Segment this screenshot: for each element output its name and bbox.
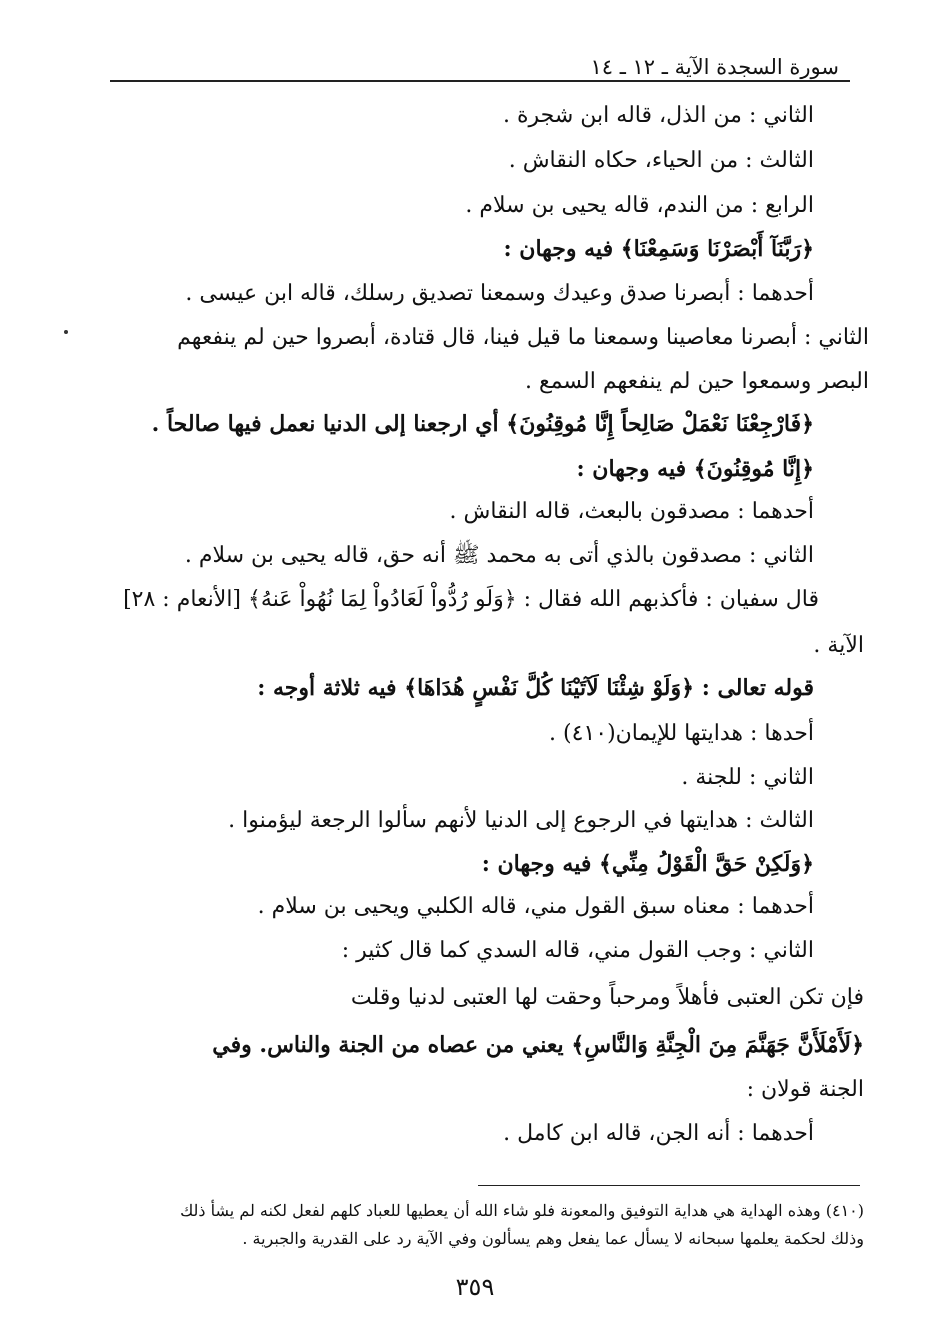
text-line: الثالث : من الحياء، حكاه النقاش . (508, 148, 814, 173)
text-line: أحدهما : أنه الجن، قاله ابن كامل . (503, 1121, 814, 1146)
text-line: الثاني : للجنة . (681, 765, 814, 790)
verse-line: ﴿إِنَّا مُوقِنُونَ﴾ فيه وجهان : (576, 456, 814, 482)
text-line: الآية . (813, 633, 864, 658)
text-line: قال سفيان : فأكذبهم الله فقال : ﴿وَلَو رُدُّواْ لَعَادُواْ لِمَا نُهُواْ عَنهُ﴾ [الأنعام : ٢٨] (123, 587, 819, 612)
text-line: الثالث : هدايتها في الرجوع إلى الدنيا لأنهم سألوا الرجعة ليؤمنوا . (228, 808, 814, 833)
footnote-line: وذلك لحكمة يعلمها سبحانه لا يسأل عما يفعل وهم يسألون وفي الآية رد على القدرية والجبرية . (242, 1229, 864, 1248)
verse-line: ﴿وَلَكِنْ حَقَّ الْقَوْلُ مِنِّي﴾ فيه وجهان : (481, 851, 814, 877)
verse-line: ﴿فَارْجِعْنَا نَعْمَلْ صَالِحاً إِنَّا مُوقِنُونَ﴾ أي ارجعنا إلى الدنيا نعمل فيها صالحاً . (151, 411, 814, 437)
text-line: الثاني : مصدقون بالذي أتى به محمد ﷺ أنه حق، قاله يحيى بن سلام . (184, 543, 814, 568)
text-line: الثاني : أبصرنا معاصينا وسمعنا ما قيل فينا، قال قتادة، أبصروا حين لم ينفعهم (177, 325, 869, 350)
text-line: البصر وسمعوا حين لم ينفعهم السمع . (525, 369, 869, 394)
text-line: أحدهما : أبصرنا صدق وعيدك وسمعنا تصديق رسلك، قاله ابن عيسى . (185, 281, 814, 306)
text-line: الجنة قولان : (746, 1077, 864, 1102)
text-line: أحدهما : معناه سبق القول مني، قاله الكلبي ويحيى بن سلام . (257, 894, 814, 919)
text-line: الرابع : من الندم، قاله يحيى بن سلام . (465, 193, 814, 218)
header-rule (110, 80, 850, 82)
footnote-rule (478, 1185, 860, 1186)
running-header: سورة السجدة الآية ـ ١٢ ـ ١٤ (590, 55, 839, 79)
verse-line: ﴿رَبَّنَآ أَبْصَرْنَا وَسَمِعْنَا﴾ فيه وجهان : (503, 236, 814, 262)
text-line: أحدها : هدايتها للإيمان(٤١٠) . (549, 721, 814, 746)
text-line: الثاني : من الذل، قاله ابن شجرة . (503, 103, 814, 128)
speck-mark (64, 330, 68, 334)
footnote-line: (٤١٠) وهذه الهداية هي هداية التوفيق والمعونة فلو شاء الله أن يعطيها للعباد كلهم لفعل لكنه لم يشأ ذلك (180, 1201, 864, 1220)
page-number: ٣٥٩ (455, 1273, 495, 1301)
verse-line: قوله تعالى : ﴿وَلَوْ شِئْنَا لَآتَيْنَا كُلَّ نَفْسٍ هُدَاهَا﴾ فيه ثلاثة أوجه : (257, 675, 814, 701)
text-line: الثاني : وجب القول مني، قاله السدي كما قال كثير : (341, 938, 814, 963)
poetry-line: فإن تكن العتبى فأهلاً ومرحباً وحقت لها العتبى لدنيا وقلت (350, 985, 864, 1010)
text-line: أحدهما : مصدقون بالبعث، قاله النقاش . (449, 499, 814, 524)
verse-line: ﴿لَأَمْلَأَنَّ جَهَنَّمَ مِنَ الْجِنَّةِ وَالنَّاسِ﴾ يعني من عصاه من الجنة والناس. وفي (212, 1032, 864, 1058)
